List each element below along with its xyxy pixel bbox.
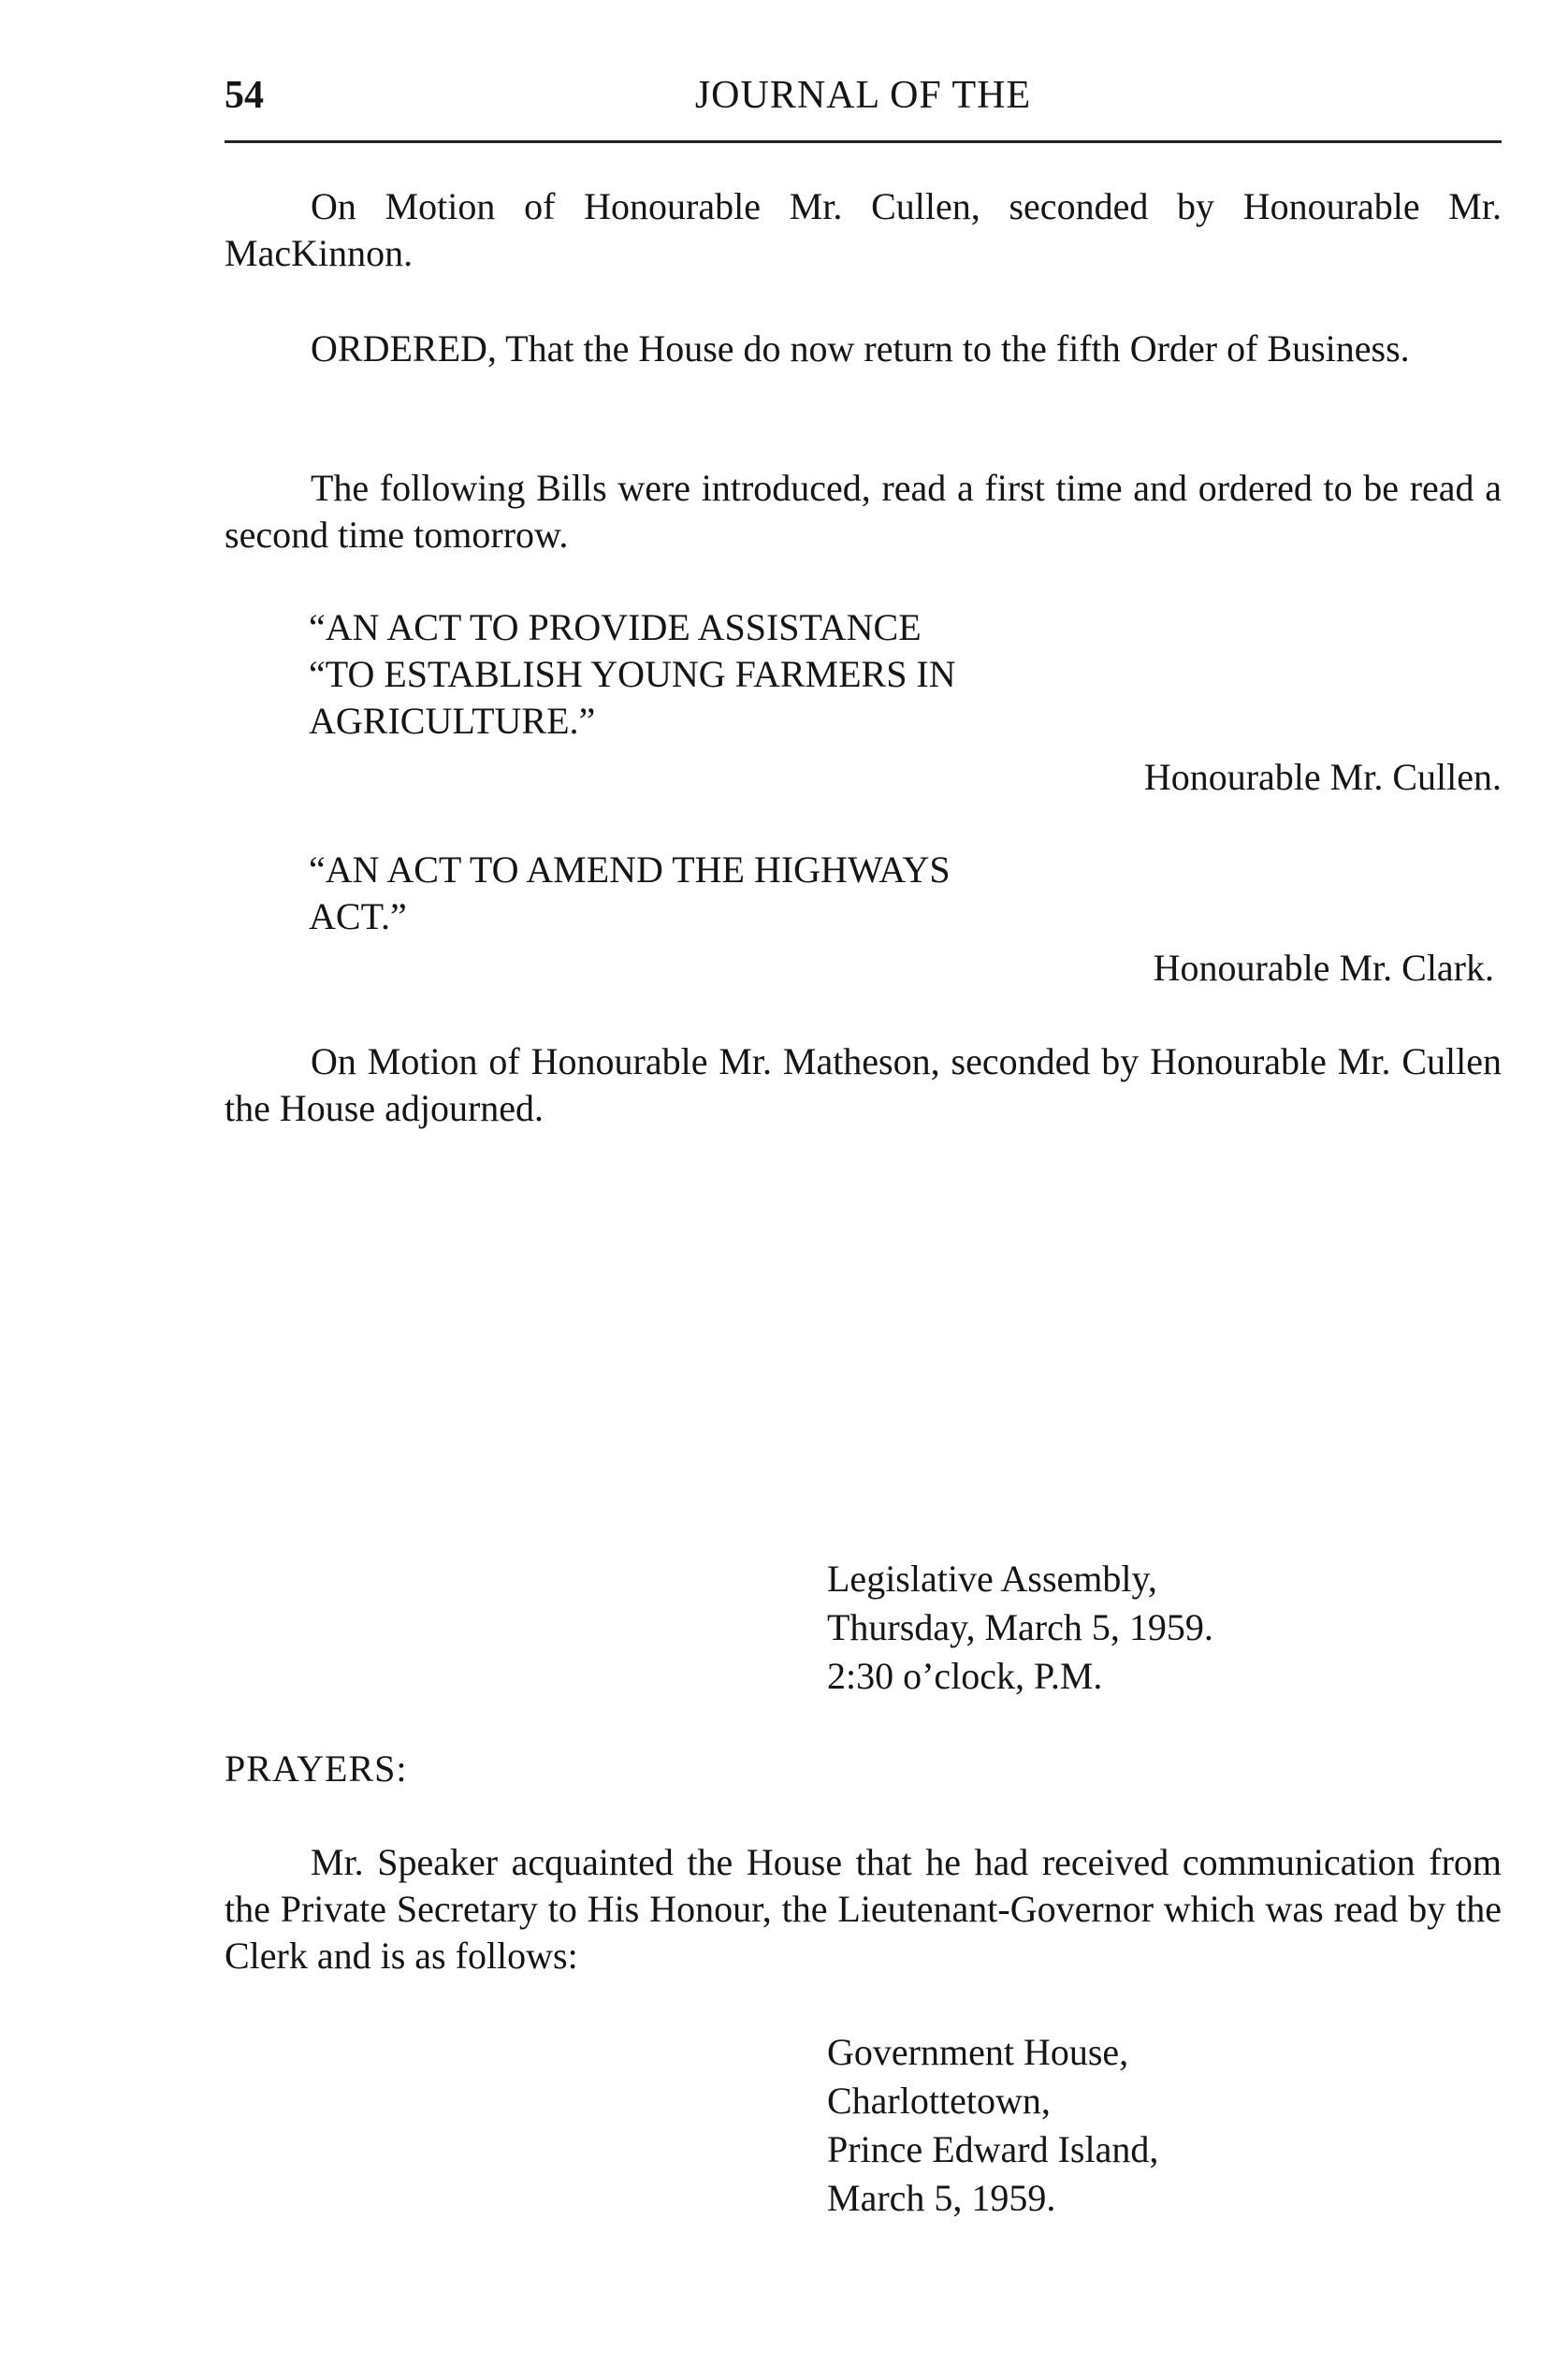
letter-heading-line: Government House, [827,2031,1129,2073]
dateline-line: 2:30 o’clock, P.M. [827,1655,1103,1697]
bill-title-line: ACT.” [309,895,407,937]
running-head: JOURNAL OF THE [694,74,1032,117]
bill-title-line: AGRICULTURE.” [309,700,596,742]
session-dateline [827,1555,1213,1701]
bill-title-line: “AN ACT TO PROVIDE ASSISTANCE [309,606,922,648]
prayers-heading: PRAYERS: [225,1747,408,1790]
adjournment-paragraph: On Motion of Honourable Mr. Matheson, seconded by Honourable Mr. Cullen the House adjourned. [225,1040,1502,1129]
header-rule [225,140,1502,143]
bill-title-line: “AN ACT TO AMEND THE HIGHWAYS [309,848,951,891]
letter-heading-line: March 5, 1959. [827,2177,1056,2219]
bill-title [309,604,1269,745]
bill-title-line: “TO ESTABLISH YOUNG FARMERS IN [309,653,956,695]
bill-sponsor: Honourable Mr. Clark. [1153,947,1494,989]
page-header [225,73,1502,129]
bills-intro-paragraph: The following Bills were introduced, read a first time and ordered to be read a second time tomorrow. [225,467,1502,556]
ordered-paragraph: ORDERED, That the House do now return to the fifth Order of Business. [311,327,1410,370]
motion-paragraph: On Motion of Honourable Mr. Cullen, seconded by Honourable Mr. MacKinnon. [225,185,1502,274]
page-number: 54 [225,74,264,117]
dateline-line: Thursday, March 5, 1959. [827,1606,1213,1648]
speaker-paragraph: Mr. Speaker acquainted the House that he had received communication from the Private Secretary to His Honour, the Lieutenant-Governor which was read by the Clerk and is as follows: [225,1841,1502,1977]
dateline-line: Legislative Assembly, [827,1558,1157,1600]
letter-heading-line: Prince Edward Island, [827,2128,1159,2170]
bill-title [309,847,1269,940]
bill-sponsor: Honourable Mr. Cullen. [1143,756,1502,798]
letter-heading-line: Charlottetown, [827,2080,1051,2122]
letter-heading [827,2028,1158,2223]
